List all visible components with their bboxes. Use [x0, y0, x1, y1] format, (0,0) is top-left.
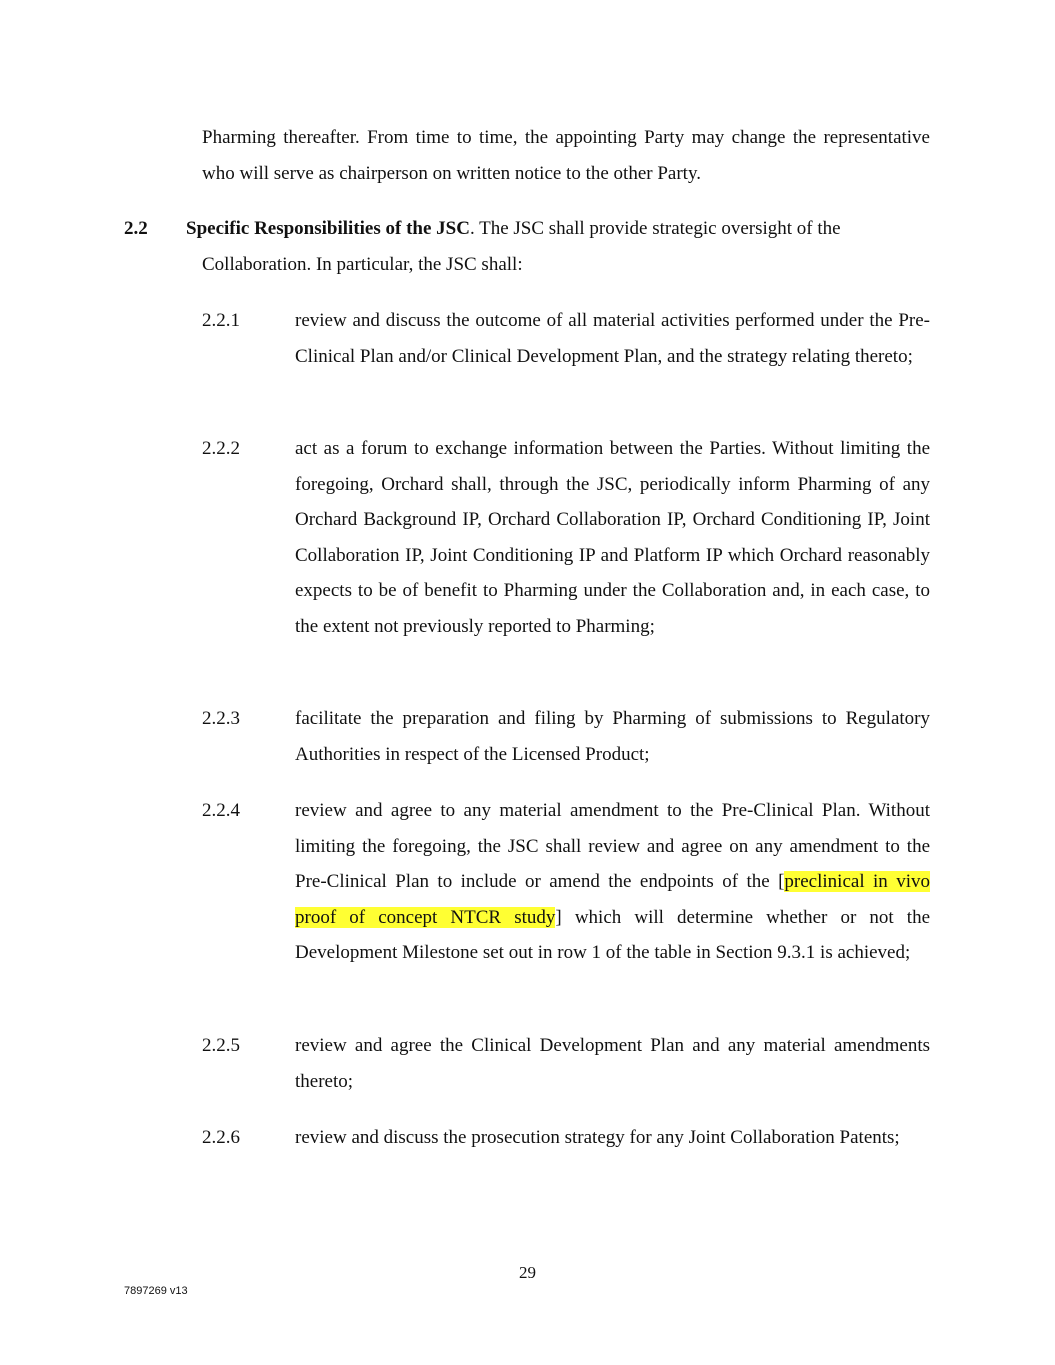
item-text: review and discuss the prosecution strategy for any Joint Collaboration Patents;	[295, 1127, 900, 1148]
item-text: facilitate the preparation and filing by Pharming of submissions to Regulatory Authorities in respect of the Licensed Product;	[295, 708, 930, 765]
item-number: 2.2.6	[202, 1127, 240, 1148]
item-number: 2.2.1	[202, 310, 240, 331]
section-number: 2.2	[124, 218, 148, 239]
continuation-paragraph: Pharming thereafter. From time to time, the appointing Party may change the representative who will serve as chairperson on written notice to the other Party.	[202, 127, 930, 184]
section-intro-first: . The JSC shall provide strategic oversight of the	[469, 218, 841, 239]
item-number: 2.2.2	[202, 438, 240, 459]
highlighted-text: preclinical in vivo proof of concept NTCR study	[295, 871, 930, 928]
section-heading: Specific Responsibilities of the JSC	[186, 218, 470, 239]
item-number: 2.2.4	[202, 800, 240, 821]
item-number: 2.2.3	[202, 708, 240, 729]
item-number: 2.2.5	[202, 1035, 240, 1056]
item-text: review and agree the Clinical Development Plan and any material amendments thereto;	[295, 1035, 930, 1092]
item-text: act as a forum to exchange information between the Parties. Without limiting the foregoing, Orchard shall, through the JSC, periodically inform Pharming of any Orchard Background IP, Orchard Collaboration IP, Orchard Conditioning IP, Joint Collaboration IP, Joint Conditioning IP and Platform IP which Orchard reasonably expects to be of benefit to Pharming under the Collaboration and, in each case, to the extent not previously reported to Pharming;	[295, 438, 930, 637]
section-intro-rest: Collaboration. In particular, the JSC shall:	[202, 253, 523, 275]
section-paragraph	[186, 211, 930, 282]
page-number: 29	[519, 1263, 536, 1282]
item-text-after: ] which will determine whether or not the Development Milestone set out in row 1 of the table in Section 9.3.1 is achieved;	[295, 906, 931, 964]
item-text	[295, 793, 930, 971]
item-text-before: review and agree to any material amendment to the Pre-Clinical Plan. Without limiting the foregoing, the JSC shall review and agree on any amendment to the Pre-Clinical Plan to include or amend the endpoints of the [	[295, 800, 930, 893]
item-text: review and discuss the outcome of all material activities performed under the Pre-Clinical Plan and/or Clinical Development Plan, and the strategy relating thereto;	[295, 310, 930, 367]
document-id: 7897269 v13	[124, 1285, 188, 1297]
